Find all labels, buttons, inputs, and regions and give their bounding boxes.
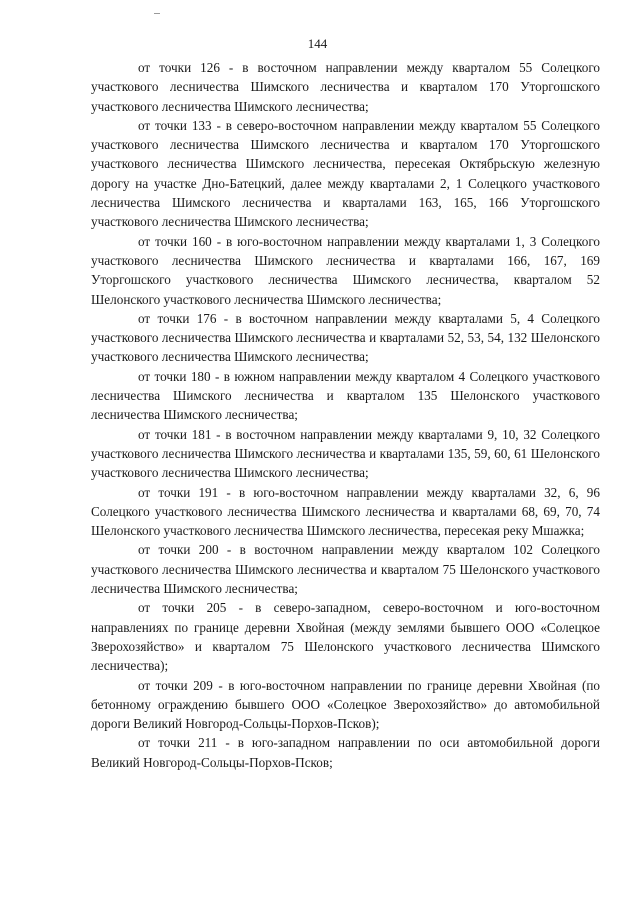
page-number: 144 [307,36,328,51]
paragraph-point-181: от точки 181 - в восточном направлении между кварталами 9, 10, 32 Солецкого участкового лесничества Шимского лесничества и кварталами 135, 59, 60, 61 Шелонского участкового лесничества Шимского лесничества; [91,426,600,481]
paragraph-point-180: от точки 180 - в южном направлении между кварталом 4 Солецкого участкового лесничества Шимского лесничества и кварталом 135 Шелонского участкового лесничества Шимского лесничества; [91,368,600,423]
paragraph-point-211: от точки 211 - в юго-западном направлении по оси автомобильной дороги Великий Новгород-Сольцы-Порхов-Псков; [91,735,600,770]
paragraph-point-126: от точки 126 - в восточном направлении между кварталом 55 Солецкого участкового лесничества Шимского лесничества и кварталом 170 Уторгошского участкового лесничества Шимского лесничества; [91,60,600,114]
scan-mark [154,13,160,14]
paragraph-point-160: от точки 160 - в юго-восточном направлении между кварталами 1, 3 Солецкого участкового лесничества Шимского лесничества и кварталами 166, 167, 169 Уторгошского участкового лесничества Шимского лесничества, кварталом 52 Шелонского участкового лесничества Шимского лесничества; [91,233,600,307]
paragraph-point-205: от точки 205 - в северо-западном, северо-восточном и юго-восточном направлениях по границе деревни Хвойная (между землями бывшего ООО «Солецкое Зверохозяйство» и кварталом 75 Шелонского участкового лесничества Шимского лесничества); [91,600,600,674]
paragraph-point-176: от точки 176 - в восточном направлении между кварталами 5, 4 Солецкого участкового лесничества Шимского лесничества и кварталами 52, 53, 54, 132 Шелонского участкового лесничества Шимского лесничества; [91,310,600,365]
paragraph-point-200: от точки 200 - в восточном направлении между кварталом 102 Солецкого участкового лесничества Шимского лесничества и кварталом 75 Шелонского участкового лесничества Шимского лесничества; [91,542,600,597]
paragraph-point-191: от точки 191 - в юго-восточном направлении между кварталами 32, 6, 96 Солецкого участкового лесничества Шимского лесничества и кварталами 68, 69, 70, 74 Шелонского участкового лесничества Шимского лесничества, пересекая реку Мшажка; [91,484,600,539]
document-body [91,58,600,772]
paragraph-point-209: от точки 209 - в юго-восточном направлении по границе деревни Хвойная (по бетонному ограждению бывшего ООО «Солецкое Зверохозяйство» до автомобильной дороги Великий Новгород-Сольцы-Порхов-Псков); [91,677,600,732]
paragraph-point-133: от точки 133 - в северо-восточном направлении между кварталом 55 Солецкого участкового лесничества Шимского лесничества и кварталом 170 Уторгошского участкового лесничества Шимского лесничества, пересекая Октябрьскую железную дорогу на участке Дно-Батецкий, далее между кварталами 2, 1 Солецкого участкового лесничества Шимского лесничества и кварталами 163, 165, 166 Уторгошского участкового лесничества Шимского лесничества; [91,117,600,230]
